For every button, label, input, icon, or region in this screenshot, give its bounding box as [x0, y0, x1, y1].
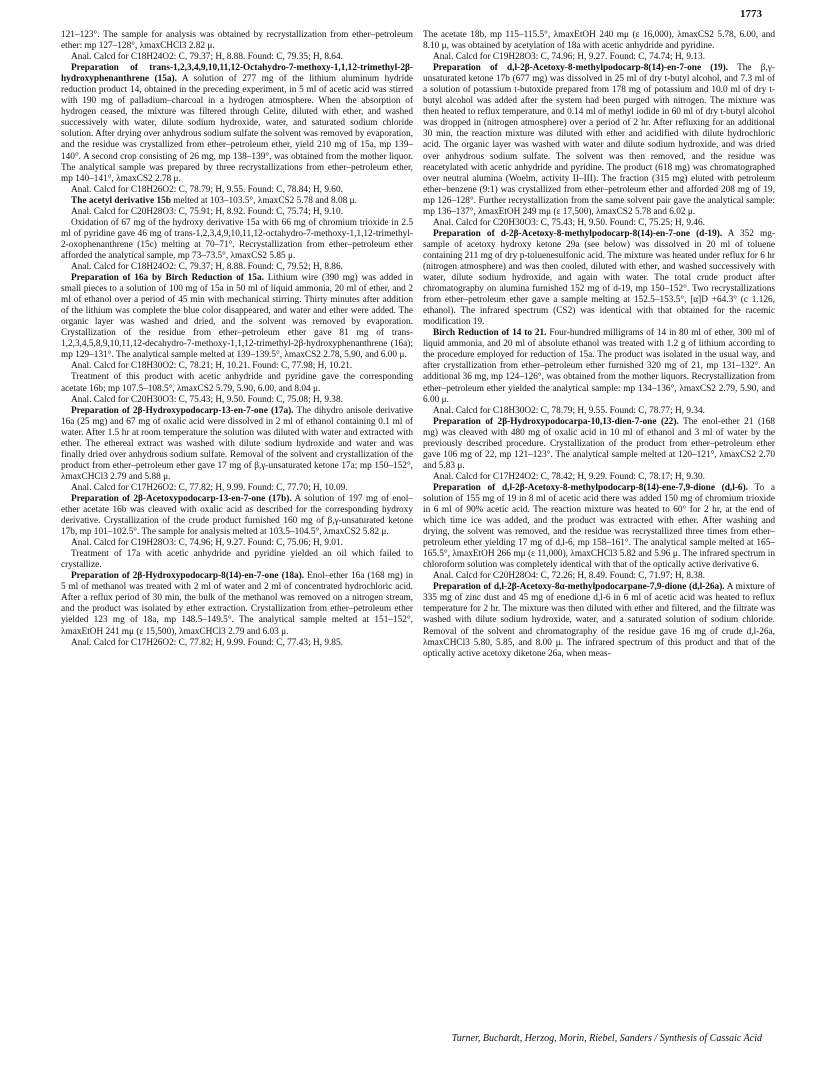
- paragraph-body: The dihydro anisole derivative 16a (25 mg) and 67 mg of oxalic acid were dissolved in 2 ml of ethanol containing 0.1 ml of water. After 1.5 hr at room temperature the solution was diluted with water and extracted with ether. The ethereal extract was washed with dilute sodium hydroxide and water and was finally dried over anhydrous sodium sulfate. Removal of the solvent and crystallization of the product from ether–petroleum ether gave 17 mg of β,γ-unsaturated ketone 17a; mp 150–152°, λmaxCHCl3 2.79 and 5.88 μ.: [61, 405, 413, 482]
- paragraph: [61, 196, 413, 207]
- paragraph: [423, 328, 775, 405]
- paragraph: [61, 406, 413, 483]
- page-footer: Turner, Buchardt, Herzog, Morin, Riebel, Sanders / Synthesis of Cassaic Acid: [451, 1033, 762, 1044]
- analysis-line: Anal. Calcd for C18H26O2: C, 78.79; H, 9.55. Found: C, 78.84; H, 9.60.: [71, 184, 343, 195]
- section-heading: Preparation of 16a by Birch Reduction of 15a.: [71, 273, 264, 284]
- section-heading: Preparation of 2β-Hydroxypodocarp-8(14)-en-7-one (18a).: [71, 571, 305, 582]
- section-heading: Preparation of 2β-Hydroxypodocarpa-10,13-dien-7-one (22).: [433, 416, 679, 427]
- paragraph-body: To a solution of 155 mg of 19 in 8 ml of acetic acid there was added 150 mg of chromium trioxide in 6 ml of 90% acetic acid. The reaction mixture was heated to 60° for 2 hr, at the end of which time ice was added, and the product was extracted with ether. After washing and drying, the solvent was removed, and the residue was recrystallized three times from ether–petroleum ether yielding 17 mg of d,l-6, mp 158–161°. The analytical sample melted at 165–165.5°, λmaxEtOH 266 mμ (ε 11,000), λmaxCHCl3 5.82 and 5.96 μ. The infrared spectrum in chloroform solution was completely identical with that of the optically active derivative 6.: [423, 482, 776, 571]
- paragraph: [423, 229, 775, 328]
- paragraph-body: A mixture of 335 mg of zinc dust and 45 mg of enedione d,l-6 in 6 ml of acetic acid was heated to reflux temperature for 2 hr. The mixture was then diluted with ether and filtered, and the filtrate was washed with dilute sodium hydroxide, water, and a saturated solution of sodium chloride. Removal of the solvent and chromatography of the residue gave 16 mg of crude d,l-26a, λmaxCHCl3 5.80, 5.85, and 8.00 μ. The infrared spectrum of this product and that of the optically active acetoxy diketone 26a, when meas-: [423, 582, 775, 659]
- analysis-line: Anal. Calcd for C20H30O3: C, 75.43; H, 9.50. Found: C, 75.08; H, 9.38.: [71, 394, 343, 405]
- paragraph-body: melted at 103–103.5°, λmaxCS2 5.78 and 8.08 μ.: [173, 195, 357, 206]
- paragraph: [423, 483, 775, 571]
- left-column: [61, 30, 413, 649]
- analysis-line: Anal. Calcd for C18H24O2: C, 79.37; H, 8.88. Found: C, 79.35; H, 8.64.: [71, 52, 343, 63]
- analysis-line: Anal. Calcd for C20H30O3: C, 75.43; H, 9.50. Found: C, 75.25; H, 9.46.: [433, 217, 705, 228]
- section-heading: Preparation of d-2β-Acetoxy-8-methylpodocarp-8(14)-en-7-one (d-19).: [433, 228, 723, 239]
- paragraph-body: A solution of 277 mg of the lithium aluminum hydride reduction product 14, obtained in the preceding experiment, in 5 ml of acetic acid was stirred with 190 mg of palladium–charcoal in a hydrogen atmosphere. When the absorption of hydrogen ceased, the mixture was filtered through Celite, diluted with ether, and washed successively with water, dilute sodium hydroxide, water, and saturated sodium chloride solution. After drying over anhydrous sodium sulfate the solvent was removed by evaporation, and the residue was crystallized from ether–petroleum ether, yield 210 mg of 15a, mp 139–140°. A second crop consisting of 26 mg, mp 138–139°, was obtained from the mother liquor. The analytical sample was prepared by three recrystallizations from ether–petroleum ether, mp 140–141°, λmaxCS2 2.78 μ.: [61, 74, 413, 184]
- section-heading: Birch Reduction of 14 to 21.: [433, 328, 547, 339]
- paragraph: [423, 417, 775, 472]
- analysis-line: Anal. Calcd for C17H26O2: C, 77.82; H, 9.99. Found: C, 77.43; H, 9.85.: [71, 637, 343, 648]
- paragraph: [61, 494, 413, 538]
- paragraph-body: Lithium wire (390 mg) was added in small pieces to a solution of 100 mg of 15a in 50 ml of liquid ammonia, 20 ml of ether, and 2 ml of ethanol over a period of 45 min with mechanical stirring. Thirty minutes after addition of the lithium was complete the blue color disappeared, and water and ether were added. The organic layer was washed and dried, and the solvent was removed by evaporation. Crystallization of the residue from ether–petroleum ether gave 81 mg of trans-1,2,3,4,5,8,9,10,11,12-decahydro-7-methoxy-1,1,12-trimethyl-2β-hydroxyphenanthrene (16a); mp 129–131°. The analytical sample melted at 139–139.5°, λmaxCS2 2.78, 5.90, and 6.00 μ.: [61, 273, 414, 361]
- section-heading: Preparation of d,l-2β-Acetoxy-8-methylpodocarp-8(14)-ene-7,9-dione (d,l-6).: [433, 482, 748, 493]
- right-column: [423, 30, 775, 660]
- paragraph: [423, 63, 775, 218]
- analysis-line: Anal. Calcd for C18H30O2: C, 78.21; H, 10.21. Found: C, 77.98; H, 10.21.: [71, 361, 353, 372]
- section-heading: Preparation of d,l-2β-Acetoxy-8α-methylpodocarpane-7,9-dione (d,l-26a).: [433, 582, 725, 593]
- analysis-line: Anal. Calcd for C20H28O3: C, 75.91; H, 8.92. Found: C, 75.74; H, 9.10.: [71, 206, 343, 217]
- section-heading: Preparation of trans-1,2,3,4,9,10,11,12-Octahydro-7-methoxy-1,1,12-trimethyl-2β-hydroxyphenanthrene (15a).: [61, 63, 413, 85]
- paragraph-body: A 352 mg-sample of acetoxy hydroxy ketone 29a (see below) was dissolved in 20 ml of toluene containing 211 mg of dry p-toluenesulfonic acid. The mixture was heated under reflux for 6 hr (nitrogen atmosphere) and was then cooled, diluted with ether, and washed successively with water, dilute sodium hydroxide, and again with water. The total crude product after chromatography on alumina furnished 152 mg of d-19, mp 150–152°. Two recrystallizations from ether–petroleum ether gave a sample melting at 152.5–153.5°, [α]D +64.3° (c 1.126, ethanol). The infrared spectrum (CS2) was identical with that obtained for the racemic modification 19.: [423, 228, 775, 328]
- analysis-line: Anal. Calcd for C18H24O2: C, 79.37; H, 8.88. Found: C, 79.52; H, 8.86.: [71, 261, 343, 272]
- paragraph: 121–123°. The sample for analysis was obtained by recrystallization from ether–petroleum ether: mp 127–128°, λmaxCHCl3 2.82 μ.: [61, 30, 413, 52]
- analysis-line: Anal. Calcd for C19H28O3: C, 74.96; H, 9.27. Found: C, 75.06; H, 9.01.: [71, 538, 343, 549]
- analysis-line: Anal. Calcd for C17H24O2: C, 78.42; H, 9.29. Found: C, 78.17; H, 9.30.: [433, 471, 705, 482]
- analysis-line: Anal. Calcd for C19H28O3: C, 74.96; H, 9.27. Found: C, 74.74; H, 9.13.: [433, 52, 705, 63]
- page-number: 1773: [740, 8, 762, 20]
- paragraph-body: A solution of 197 mg of enol–ether acetate 16b was cleaved with oxalic acid as described for the corresponding hydroxy derivative. Crystallization of the crude product furnished 160 mg of β,γ-unsaturated ketone 17b, mp 101–102.5°. The sample for analysis melted at 103.5–104.5°, λmaxCS2 5.82 μ.: [61, 493, 413, 538]
- analysis-line: Anal. Calcd for C18H30O2: C, 78.79; H, 9.55. Found: C, 78.77; H, 9.34.: [433, 405, 705, 416]
- paragraph-body: Four-hundred milligrams of 14 in 80 ml of ether, 300 ml of liquid ammonia, and 20 ml of absolute ethanol was treated with 1.2 g of lithium according to the procedure employed for reduction of 15a. The product was isolated in the usual way, and after crystallization from ether–petroleum ether furnished 320 mg of 21, mp 131–132°. An additional 36 mg, mp 124–126°, was obtained from the mother liquors. Recrystallization from ether–petroleum ether yielded the analytical sample: mp 134–136°, λmaxCS2 2.79, 5.90, and 6.00 μ.: [423, 328, 776, 405]
- section-heading: Preparation of d,l-2β-Acetoxy-8-methylpodocarp-8(14)-en-7-one (19).: [433, 63, 729, 74]
- paragraph: [61, 571, 413, 637]
- paragraph-body: The β,γ-unsaturated ketone 17b (677 mg) was dissolved in 25 ml of dry t-butyl alcohol, and 7.3 ml of a solution of potassium t-butoxide prepared from 178 mg of potassium and 10.0 ml of dry t-butyl alcohol was added after the system had been purged with nitrogen. The mixture was then heated to reflux temperature, and 0.14 ml of methyl iodide in 60 ml of dry t-butyl alcohol was dropped in (nitrogen atmosphere) over a period of 2 hr. After refluxing for an additional 30 min, the reaction mixture was diluted with ether and acidified with dilute hydrochloric acid. The organic layer was washed with water and dilute sodium hydroxide, and was dried over anhydrous sodium sulfate. The solvent was then removed, and the residue was reacetylated with acetic anhydride and pyridine. The product (618 mg) was chromatographed over neutral alumina (Woelm, activity II–III). The fraction (315 mg) eluted with petroleum ether–benzene (9:1) was crystallized from ether–petroleum ether and afforded 208 mg of 19, mp 126–128°. Further recrystallization from the same solvent pair gave the analytical sample: mp 136–137°, λmaxEtOH 249 mμ (ε 17,500), λmaxCS2 5.78 and 6.02 μ.: [423, 63, 775, 217]
- paragraph: Oxidation of 67 mg of the hydroxy derivative 15a with 66 mg of chromium trioxide in 2.5 ml of pyridine gave 46 mg of trans-1,2,3,4,9,10,11,12-octahydro-7-methoxy-1,1,12-trimethyl-2-oxophenanthrene (15c) melting at 70–71°. Recrystallization from ether–petroleum ether afforded the analytical sample, mp 73–73.5°, λmaxCS2 5.85 μ.: [61, 217, 413, 261]
- paragraph-body: Enol–ether 16a (168 mg) in 5 ml of methanol was treated with 2 ml of water and 2 ml of concentrated hydrochloric acid. After a reflux period of 30 min, the bulk of the methanol was removed on a nitrogen stream, and the product was isolated by ether extraction. Crystallization from ether–petroleum ether yielded 123 mg of 18a, mp 148.5–149.5°. The analytical sample melted at 151–152°, λmaxEtOH 241 mμ (ε 15,500), λmaxCHCl3 2.79 and 6.03 μ.: [61, 571, 413, 637]
- paragraph: Treatment of 17a with acetic anhydride and pyridine yielded an oil which failed to crystallize.: [61, 549, 413, 571]
- paragraph: [61, 273, 413, 361]
- section-heading: Preparation of 2β-Acetoxypodocarp-13-en-7-one (17b).: [71, 493, 292, 504]
- paragraph: Treatment of this product with acetic anhydride and pyridine gave the corresponding acetate 16b; mp 107.5–108.5°, λmaxCS2 5.79, 5.90, 6.00, and 8.04 μ.: [61, 372, 413, 394]
- section-heading: The acetyl derivative 15b: [71, 195, 171, 206]
- paragraph: [423, 582, 775, 659]
- analysis-line: Anal. Calcd for C20H28O4: C, 72.26; H, 8.49. Found: C, 71.97; H, 8.38.: [433, 571, 705, 582]
- paragraph: [61, 63, 413, 185]
- analysis-line: Anal. Calcd for C17H26O2: C, 77.82; H, 9.99. Found: C, 77.70; H, 10.09.: [71, 482, 348, 493]
- paragraph: The acetate 18b, mp 115–115.5°, λmaxEtOH 240 mμ (ε 16,000), λmaxCS2 5.78, 6.00, and 8.10 μ, was obtained by acetylation of 18a with acetic anhydride and pyridine.: [423, 30, 775, 52]
- paragraph-body: The enol-ether 21 (168 mg) was cleaved with 480 mg of oxalic acid in 10 ml of ethanol and 3 ml of water by the previously described procedure. Crystallization of the product from ether–petroleum ether gave 106 mg of 22, mp 121–123°. The analytical sample melted at 120–121°, λmaxCS2 2.70 and 5.83 μ.: [423, 416, 775, 471]
- section-heading: Preparation of 2β-Hydroxypodocarp-13-en-7-one (17a).: [71, 405, 294, 416]
